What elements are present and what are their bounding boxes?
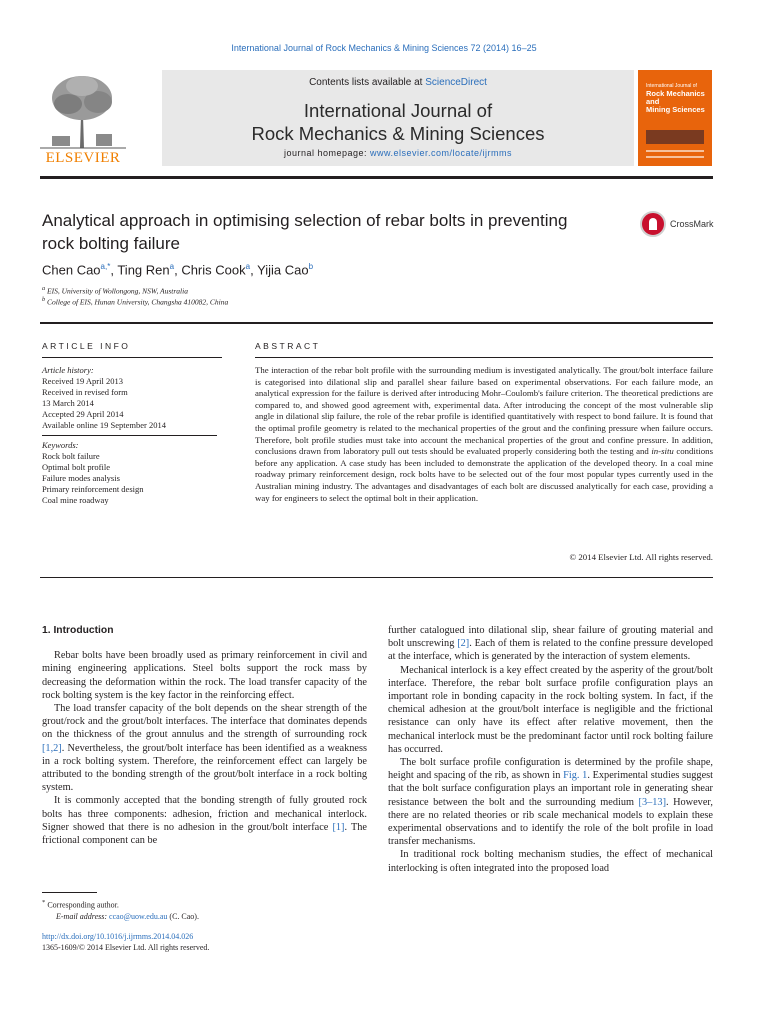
author-name[interactable]: Ting Ren: [117, 262, 170, 278]
history-item: Available online 19 September 2014: [42, 420, 167, 430]
paragraph-text: The load transfer capacity of the bolt depends on the shear strength of the grout/rock and the grout/bolt interfaces. The interface that dominates depends on the thickness of the grout annulus and the strength of surrounding rock: [42, 703, 367, 741]
paragraph-text: The bolt surface profile configuration is determined by the profile shape, height and spacing of the rib, as shown in: [388, 757, 713, 782]
paragraph: In traditional rock bolting mechanism studies, the effect of mechanical interlocking is often integrated into the proposed load: [388, 849, 713, 874]
affil-text: EIS, University of Wollongong, NSW, Australia: [47, 286, 188, 296]
issn-line: 1365-1609/© 2014 Elsevier Ltd. All rights reserved.: [42, 943, 210, 952]
doi-block: [42, 931, 372, 953]
crossmark-label: CrossMark: [670, 219, 714, 229]
cover-title: [646, 82, 710, 114]
sciencedirect-link[interactable]: ScienceDirect: [425, 77, 487, 88]
crossmark-icon: [640, 211, 666, 237]
paragraph: Rebar bolts have been broadly used as primary reinforcement in civil and mining engineering applications. Steel bolts support the rock mass by decreasing the deformation within the rock. The load transfer capacity of the rock bolting system is the key factor in the reinforcing effect.: [42, 650, 367, 701]
citation-link[interactable]: [1]: [332, 821, 345, 833]
abstract-italic: in-situ: [651, 446, 674, 457]
header-rule: [40, 322, 713, 324]
homepage-link[interactable]: www.elsevier.com/locate/ijrmms: [370, 148, 513, 158]
paragraph-text: . Experimental studies suggest that the bolt surface configuration plays an important role in generating shear resistance between the bolt and the surrounding medium: [388, 770, 714, 808]
affiliation-b: [42, 296, 228, 307]
author-affil-mark[interactable]: b: [308, 262, 314, 271]
cover-text-2: Rock Mechanics: [646, 89, 705, 98]
keyword: Primary reinforcement design: [42, 484, 144, 494]
affil-mark: a: [42, 285, 46, 292]
keywords-label: Keywords:: [42, 440, 79, 450]
cover-text-3: and: [646, 97, 660, 106]
paragraph-text: . The frictional component can be: [42, 821, 367, 847]
cover-line: [646, 156, 704, 158]
body-right-column: [388, 624, 713, 875]
title-line2: rock bolting failure: [42, 234, 180, 253]
author-separator: ,: [110, 262, 118, 278]
citation-link[interactable]: [2]: [457, 638, 470, 650]
copyright-line: © 2014 Elsevier Ltd. All rights reserved.: [569, 552, 713, 562]
paragraph: [388, 756, 713, 848]
citation-link[interactable]: [3–13]: [638, 796, 666, 808]
doi-link[interactable]: http://dx.doi.org/10.1016/j.ijrmms.2014.04.026: [42, 932, 194, 941]
contents-line: [162, 77, 634, 88]
article-info: [42, 365, 217, 506]
elsevier-tree-icon: [40, 70, 126, 150]
cover-line: [646, 150, 704, 152]
info-divider: [42, 435, 217, 436]
article-info-heading: ARTICLE INFO: [42, 341, 131, 351]
keyword: Rock bolt failure: [42, 451, 100, 461]
running-head[interactable]: International Journal of Rock Mechanics & Mining Sciences 72 (2014) 16–25: [231, 43, 537, 53]
figure-link[interactable]: Fig. 1: [563, 770, 588, 782]
journal-title-line2: Rock Mechanics & Mining Sciences: [251, 123, 545, 144]
history-item: Received in revised form: [42, 387, 128, 397]
paragraph-text: It is commonly accepted that the bonding strength of fully grouted rock bolts has three components: adhesion, friction and mechanical interlock. Signer showed that there is no adhesion in the grout/bolt interface: [42, 795, 367, 833]
author-name[interactable]: Chris Cook: [181, 262, 246, 278]
crossmark-badge[interactable]: [640, 211, 730, 241]
paragraph-text: . However, there are no related theories or rib scale mechanical models to explain these experimental observations and to identify the role of the bolt profile in load transfer mechanisms.: [388, 796, 713, 848]
cover-text-1: International Journal of: [646, 83, 697, 89]
paragraph-text: . Each of them is related to the confine pressure developed at the interface, which is generated by the interaction of system elements.: [388, 638, 713, 663]
abstract-bottom-rule: [40, 577, 713, 578]
author-name[interactable]: Yijia Cao: [257, 262, 309, 278]
author-separator: ,: [250, 262, 258, 278]
footnote: [42, 897, 372, 922]
info-rule: [42, 357, 222, 358]
section-heading: 1. Introduction: [42, 625, 114, 636]
elsevier-logo[interactable]: [40, 70, 126, 166]
author-separator: ,: [174, 262, 182, 278]
email-label: E-mail address:: [56, 911, 110, 921]
email-line: [42, 911, 372, 922]
keyword: Coal mine roadway: [42, 495, 109, 505]
journal-title: [162, 99, 634, 145]
paragraph: [42, 702, 367, 794]
history-item: Received 19 April 2013: [42, 376, 123, 386]
abstract-heading: ABSTRACT: [255, 341, 321, 351]
keyword: Failure modes analysis: [42, 473, 120, 483]
history-label: Article history:: [42, 365, 94, 375]
history-item: Accepted 29 April 2014: [42, 409, 124, 419]
paragraph-text: . Nevertheless, the grout/bolt interface has been identified as a weakness in a rock bolting system. Therefore, the reinforcement effect can largely be attributed to the bonding strength of the grout/bolt interface in a rock bolting system.: [42, 742, 367, 794]
abstract-rule: [255, 357, 713, 358]
paragraph-text: further catalogued into dilational slip, shear failure of grouting material and bolt unscrewing: [388, 625, 713, 650]
elsevier-wordmark: ELSEVIER: [45, 150, 121, 166]
abstract-body: [255, 365, 713, 562]
homepage-prefix: journal homepage:: [283, 148, 371, 158]
paragraph: [42, 794, 367, 847]
abstract-text: The interaction of the rebar bolt profile with the surrounding medium is investigated analytically. The grout/bolt interface failure is categorised into dilational slip and parallel shear failure based on experimental observations. For each failure mode, an analytical expression for the failure is derived after introducing Mohr–Coulomb's failure criterion. The theoretical predictions are compared to, and showed good agreement with, experimental data. After introducing the concept of the most vulnerable slip angle in dilational slip failure, the role of the rebar profile is identified quantitatively with respect to bond failure. It is found that the optimal profile geometry is related to the mechanical properties of the grout and the confining pressure when failure occurs. Therefore, bolt profile studies must take into account the mechanical properties of the grout and confine pressure. In addition, conclusions drawn from laboratory pull out tests should be evaluated properly considering both the testing and: [255, 365, 713, 457]
author-affil-mark[interactable]: a,*: [100, 262, 111, 271]
citation-link[interactable]: [1,2]: [42, 742, 62, 754]
journal-masthead: [40, 70, 712, 170]
journal-homepage: [162, 148, 634, 158]
corresponding-text: Corresponding author.: [47, 900, 119, 910]
author-list: [42, 262, 313, 277]
body-left-column: [42, 624, 367, 847]
journal-title-line1: International Journal of: [303, 100, 493, 121]
author-affil-mark[interactable]: a: [245, 262, 251, 271]
masthead-rule: [40, 176, 713, 179]
corresponding-note: * Corresponding author.: [42, 899, 119, 910]
author-name[interactable]: Chen Cao: [42, 262, 101, 278]
cover-image: [646, 130, 704, 144]
footnote-rule: [42, 892, 97, 893]
journal-cover-thumbnail[interactable]: [638, 70, 712, 166]
contents-prefix: Contents lists available at: [309, 77, 426, 88]
abstract-text: conditions before any application. A case study has been included to demonstrate the application of the developed theory. In a coal mine roadway primary reinforcement design, rock bolts have to be selected out of the four most popular types currently used in the Australian mining industry. The advantages and disadvantages of each bolt are discussed analytically for each case, providing a way for engineers to select the optimal bolt in their application.: [255, 446, 713, 503]
history-item: 13 March 2014: [42, 398, 94, 408]
email-suffix: (C. Cao).: [167, 911, 199, 921]
email-link[interactable]: ccao@uow.edu.au: [109, 911, 168, 921]
title-line1: Analytical approach in optimising selection of rebar bolts in preventing: [42, 211, 568, 230]
affil-text: College of EIS, Hunan University, Changsha 410082, China: [47, 297, 229, 307]
journal-banner: [162, 70, 634, 166]
paragraph: [388, 624, 713, 664]
keyword: Optimal bolt profile: [42, 462, 110, 472]
author-affil-mark[interactable]: a: [169, 262, 175, 271]
affil-mark: b: [42, 296, 46, 303]
article-title: [42, 209, 632, 255]
cover-text-4: Mining Sciences: [646, 105, 705, 114]
paragraph: Mechanical interlock is a key effect created by the asperity of the grout/bolt interface. Therefore, the rebar bolt surface profile configuration plays an important role in bonding capacity in the rock bolting system. In fact, if the chemical adhesion at the grout/bolt interface is negligible and the frictional resistance can only have its effect after relative movement, then the mechanical interlock must be the predominant factor until rock bolting failure has occurred.: [388, 664, 713, 755]
affiliation-a: [42, 285, 188, 296]
